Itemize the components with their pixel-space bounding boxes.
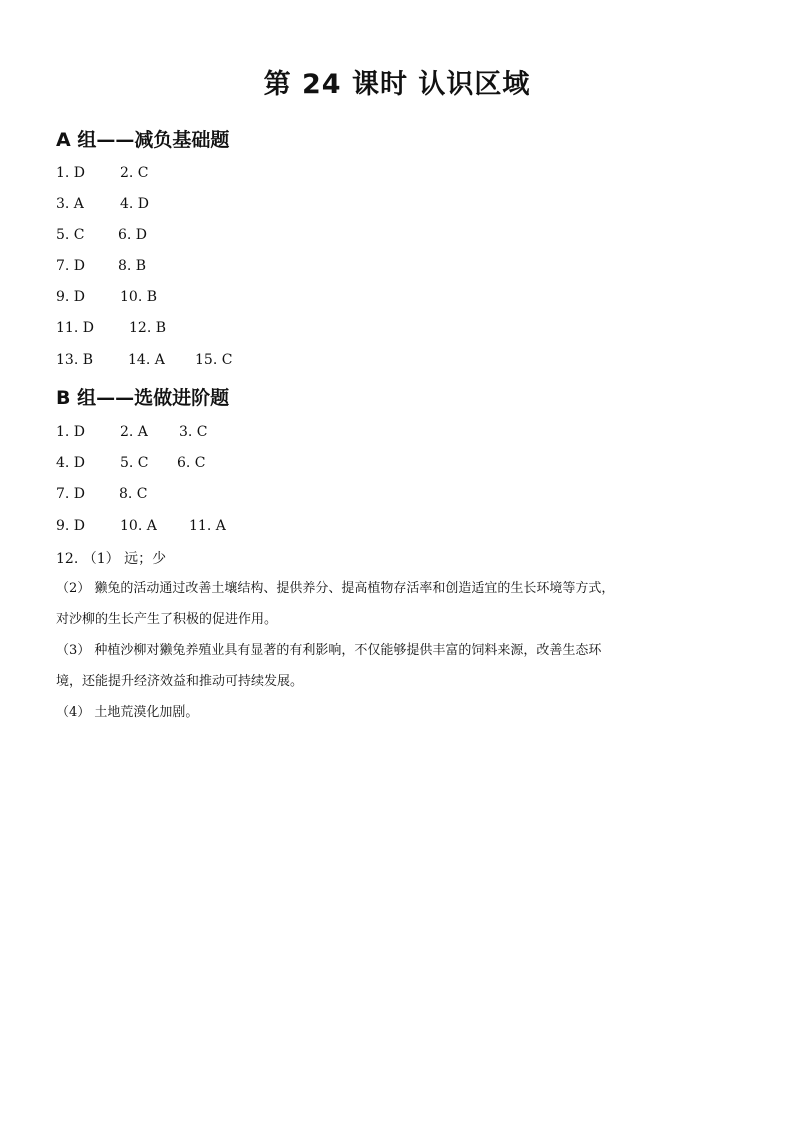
answer-item: 8. C: [119, 486, 148, 502]
answer-item: 2. A: [120, 424, 148, 440]
question-12-part3: [56, 635, 746, 697]
question-12-part4: [56, 697, 746, 728]
answer-row: [56, 518, 226, 534]
answer-item: 12. B: [129, 320, 167, 336]
answer-row: [56, 486, 148, 502]
text-line: （4） 土地荒漠化加剧。: [56, 705, 199, 720]
text-line: （2） 獭兔的活动通过改善土壤结构、提供养分、提高植物存活率和创造适宜的生长环境等方式，: [56, 581, 615, 596]
answer-item: 4. D: [56, 455, 86, 471]
answer-item: 5. C: [56, 227, 85, 243]
answer-item: 9. D: [56, 518, 86, 534]
answer-item: 11. A: [189, 518, 226, 534]
answer-item: 13. B: [56, 352, 94, 368]
answer-row: [56, 196, 149, 212]
page-title: 第 24 课时 认识区域: [263, 69, 531, 100]
answer-item: 11. D: [56, 320, 94, 336]
answer-item: 6. C: [177, 455, 206, 471]
answer-row: [56, 455, 206, 471]
answer-item: 4. D: [120, 196, 150, 212]
text-line: 对沙柳的生长产生了积极的促进作用。: [56, 612, 278, 627]
answer-item: 6. D: [118, 227, 148, 243]
answer-item: 10. A: [120, 518, 157, 534]
answer-item: 5. C: [120, 455, 149, 471]
answer-item: 8. B: [118, 258, 147, 274]
answer-item: 1. D: [56, 424, 86, 440]
answer-item: 1. D: [56, 165, 86, 181]
answer-item: 7. D: [56, 258, 86, 274]
text-line: （3） 种植沙柳对獭兔养殖业具有显著的有利影响，不仅能够提供丰富的饲料来源，改善生态环: [56, 643, 602, 658]
answer-item: 9. D: [56, 289, 86, 305]
group-b-heading: B 组——选做进阶题: [56, 387, 230, 409]
text-line: 境，还能提升经济效益和推动可持续发展。: [56, 674, 304, 689]
answer-item: 7. D: [56, 486, 86, 502]
answer-row: [56, 289, 157, 305]
answer-item: 2. C: [120, 165, 149, 181]
answer-item: 3. C: [179, 424, 208, 440]
answer-item: 14. A: [128, 352, 165, 368]
answer-row: [56, 258, 146, 274]
answer-row: [56, 424, 208, 440]
answer-row: [56, 227, 147, 243]
answer-item: 10. B: [120, 289, 158, 305]
answer-row: [56, 165, 149, 181]
answer-row: [56, 352, 232, 368]
answer-item: 3. A: [56, 196, 84, 212]
answer-row: [56, 320, 166, 336]
group-a-heading: A 组——减负基础题: [56, 129, 230, 151]
answer-item: 15. C: [195, 352, 233, 368]
question-12-part2: [56, 573, 746, 635]
question-12-line1: 12. （1） 远；少: [56, 551, 167, 567]
